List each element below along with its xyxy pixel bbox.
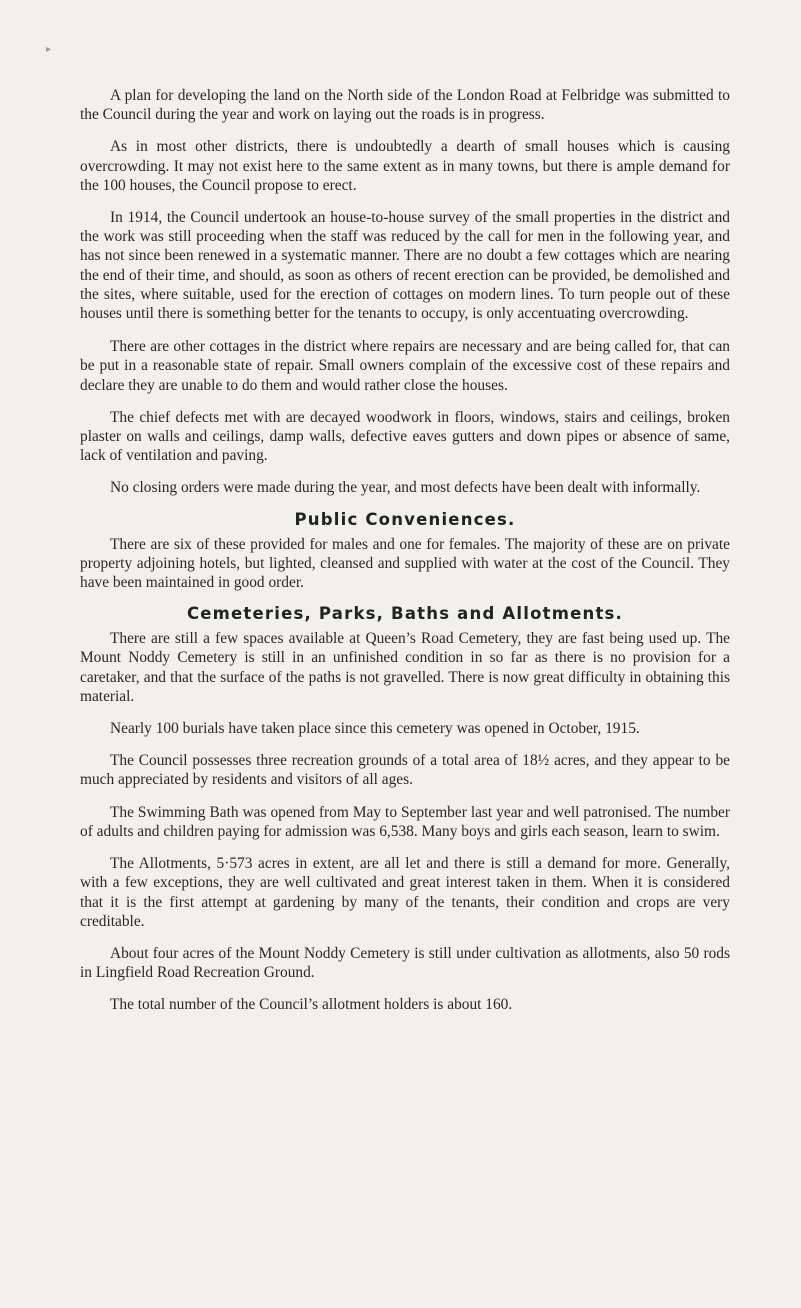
paragraph-allotment-holders: The total number of the Council’s allotment holders is about 160. — [110, 996, 513, 1014]
paragraph-closing-orders: No closing orders were made during the year, and most defects have been dealt with informally. — [110, 479, 701, 497]
paragraph-queens-road-cemetery: There are still a few spaces available at Queen’s Road Cemetery, they are fast being used up. The Mount Noddy Cemetery is still in an unfinished condition in so far as there is no provision for a caretaker, and that the surface of the paths is not gravelled. There is now great difficulty in obtaining this material. — [80, 630, 730, 705]
paragraph-repairs: There are other cottages in the district where repairs are necessary and are being called for, that can be put in a reasonable state of repair. Small owners complain of the excessive cost of these repairs and declare they are unable to do them and would rather close the houses. — [80, 338, 730, 394]
document-page — [80, 86, 730, 1015]
paragraph-burials: Nearly 100 burials have taken place since this cemetery was opened in October, 1915. — [110, 720, 640, 738]
paragraph-chief-defects: The chief defects met with are decayed woodwork in floors, windows, stairs and ceilings, broken plaster on walls and ceilings, damp walls, defective eaves gutters and down pipes or absence of same, lack of ventilation and paving. — [80, 408, 730, 465]
heading-public-conveniences: Public Conveniences. — [294, 509, 516, 529]
page-speck-mark: ▸ — [46, 44, 52, 55]
paragraph-swimming-bath: The Swimming Bath was opened from May to September last year and well patronised. The number of adults and children paying for admission was 6,538. Many boys and girls each season, learn to swim. — [80, 803, 730, 840]
paragraph-small-houses: As in most other districts, there is undoubtedly a dearth of small houses which is causing overcrowding. It may not exist here to the same extent as in many towns, but there is ample demand for the 100 houses, the Council propose to erect. — [80, 138, 730, 194]
heading-cemeteries-parks: Cemeteries, Parks, Baths and Allotments. — [186, 604, 624, 624]
paragraph-conveniences: There are six of these provided for males and one for females. The majority of these are on private property adjoining hotels, but lighted, cleansed and supplied with water at the cost of the Council. They have been maintained in good order. — [80, 535, 730, 592]
paragraph-mount-noddy-allotments: About four acres of the Mount Noddy Cemetery is still under cultivation as allotments, also 50 rods in Lingfield Road Recreation Ground. — [80, 944, 730, 982]
paragraph-felbridge-plan: A plan for developing the land on the North side of the London Road at Felbridge was submitted to the Council during the year and work on laying out the roads is in progress. — [80, 87, 730, 124]
paragraph-allotments: The Allotments, 5·573 acres in extent, are all let and there is still a demand for more. Generally, with a few exceptions, they are well cultivated and great interest taken in them. When it is considered that it is the first attempt at gardening by many of the tenants, their condition and crops are very creditable. — [80, 855, 730, 930]
paragraph-recreation-grounds: The Council possesses three recreation grounds of a total area of 18½ acres, and they appear to be much appreciated by residents and visitors of all ages. — [80, 752, 730, 789]
paragraph-house-survey: In 1914, the Council undertook an house-to-house survey of the small properties in the district and the work was still proceeding when the staff was reduced by the call for men in the following year, and has not since been renewed in a systematic manner. There are no doubt a few cottages which are nearing the end of their time, and should, as soon as others of recent erection can be provided, be demolished and the sites, where suitable, used for the erection of cottages on modern lines. To turn people out of these houses until there is something better for the tenants to occupy, is only accentuating overcrowding. — [80, 209, 730, 323]
